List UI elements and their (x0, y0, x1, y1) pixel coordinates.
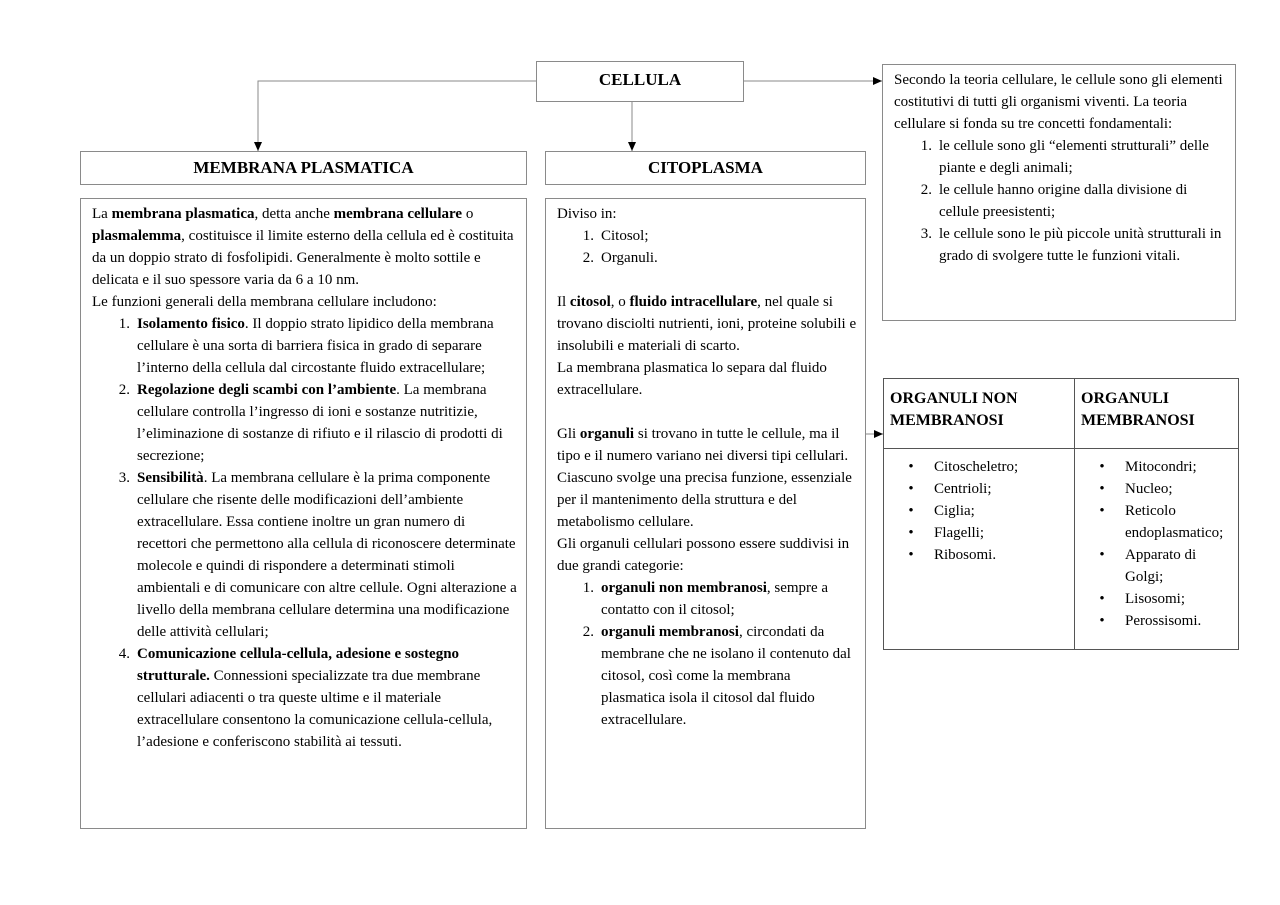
organuli-funzione: Ciascuno svolge una precisa funzione, essenziale per il mantenimento della struttura e del metabolismo cellulare. (557, 470, 852, 530)
membrana-funzioni-intro: Le funzioni generali della membrana cellulare includono: (92, 294, 437, 310)
citoplasma-title: CITOPLASMA (648, 158, 763, 177)
membrana-title: MEMBRANA PLASMATICA (193, 158, 414, 177)
list-item: • Mitocondri; (1099, 459, 1197, 475)
cell-non-membranosi (884, 449, 1075, 650)
list-item: • Centrioli; (908, 481, 992, 497)
list-item: • Lisosomi; (1099, 591, 1186, 607)
list-item: 2. Regolazione degli scambi con l’ambiente. La membrana cellulare controlla l’ingresso di ioni e sostanze nutritizie, l’eliminazione di sostanze di rifiuto e il rilascio di prodotti di secrezione; (118, 382, 503, 464)
teoria-intro: Secondo la teoria cellulare, le cellule sono gli elementi costitutivi di tutti gli organismi viventi. La teoria cellulare si fonda su tre concetti fondamentali: (894, 72, 1223, 132)
citosol-separa: La membrana plasmatica lo separa dal fluido extracellulare. (557, 360, 827, 398)
organuli-categorie-list (557, 577, 857, 731)
list-item: • Citoscheletro; (908, 459, 1019, 475)
membrana-intro: La membrana plasmatica, detta anche membrana cellulare o plasmalemma, costituisce il limite esterno della cellula ed è costituita da un doppio strato di fosfolipidi. Generalmente è molto sottile e delicata e il suo spessore varia da 6 a 10 nm. (92, 206, 514, 288)
list-item: • Apparato di Golgi; (1099, 547, 1197, 585)
list-item: • Perossisomi. (1099, 613, 1202, 629)
list-item: 3. le cellule sono le più piccole unità strutturali in grado di svolgere tutte le funzioni vitali. (920, 226, 1222, 264)
list-item: 4. Comunicazione cellula-cellula, adesione e sostegno strutturale. Connessioni specializzate tra due membrane cellulari adiacenti o tra queste ultime e il materiale extracellulare consentono la comunicazione cellula-cellula, l’adesione e conferiscono stabilità ai tessuti. (118, 646, 493, 750)
membrana-body (80, 198, 527, 829)
citoplasma-divisioni-list (557, 225, 857, 269)
list-item: 2. Organuli. (582, 250, 658, 266)
teoria-cellulare-box (882, 64, 1236, 321)
header-non-membranosi: ORGANULI NON MEMBRANOSI (884, 379, 1075, 449)
list-item: 1. Citosol; (582, 228, 649, 244)
citoplasma-body (545, 198, 866, 829)
list-item: • Flagelli; (908, 525, 984, 541)
non-membranosi-list (908, 456, 1070, 566)
arrow-to-membrana (258, 81, 536, 151)
organuli-paragraph: Gli organuli si trovano in tutte le cellule, ma il tipo e il numero variano nei diversi tipi cellulari. (557, 426, 849, 464)
membrana-title-box (80, 151, 527, 185)
membranosi-list (1099, 456, 1234, 632)
list-item: 1. organuli non membranosi, sempre a contatto con il citosol; (582, 580, 829, 618)
cellula-title: CELLULA (598, 70, 682, 89)
list-item: 1. Isolamento fisico. Il doppio strato lipidico della membrana cellulare è una sorta di barriera fisica in grado di separare l’interno della cellula dal circostante fluido extracellulare; (118, 316, 494, 376)
cell-membranosi (1075, 449, 1239, 650)
organuli-table (883, 378, 1239, 650)
membrana-funzioni-list (92, 313, 518, 753)
citosol-paragraph: Il citosol, o fluido intracellulare, nel quale si trovano disciolti nutrienti, ioni, proteine solubili e insolubili e materiali di scarto. (557, 294, 857, 354)
list-item: • Reticolo endoplasmatico; (1099, 503, 1224, 541)
teoria-list (894, 135, 1225, 267)
organuli-categorie-intro: Gli organuli cellulari possono essere suddivisi in due grandi categorie: (557, 536, 850, 574)
citoplasma-title-box (545, 151, 866, 185)
list-item: • Ribosomi. (908, 547, 997, 563)
header-membranosi: ORGANULI MEMBRANOSI (1075, 379, 1239, 449)
list-item: 3. Sensibilità. La membrana cellulare è la prima componente cellulare che risente delle modificazioni dell’ambiente extracellulare. Essa contiene inoltre un gran numero di recettori che permettono alla cellula di riconoscere determinate molecole e quindi di rispondere a determinati stimoli ambientali e di comunicare con altre cellule. Ogni alterazione a livello della membrana cellulare determina una modificazione delle attività cellulari; (118, 470, 517, 640)
list-item: 2. le cellule hanno origine dalla divisione di cellule preesistenti; (920, 182, 1188, 220)
list-item: 2. organuli membranosi, circondati da membrane che ne isolano il contenuto dal citosol, così come la membrana plasmatica isola il citosol dal fluido extracellulare. (582, 624, 851, 728)
citoplasma-diviso: Diviso in: (557, 206, 617, 222)
cellula-title-box (536, 61, 744, 102)
list-item: • Nucleo; (1099, 481, 1173, 497)
list-item: 1. le cellule sono gli “elementi strutturali” delle piante e degli animali; (920, 138, 1209, 176)
list-item: • Ciglia; (908, 503, 975, 519)
